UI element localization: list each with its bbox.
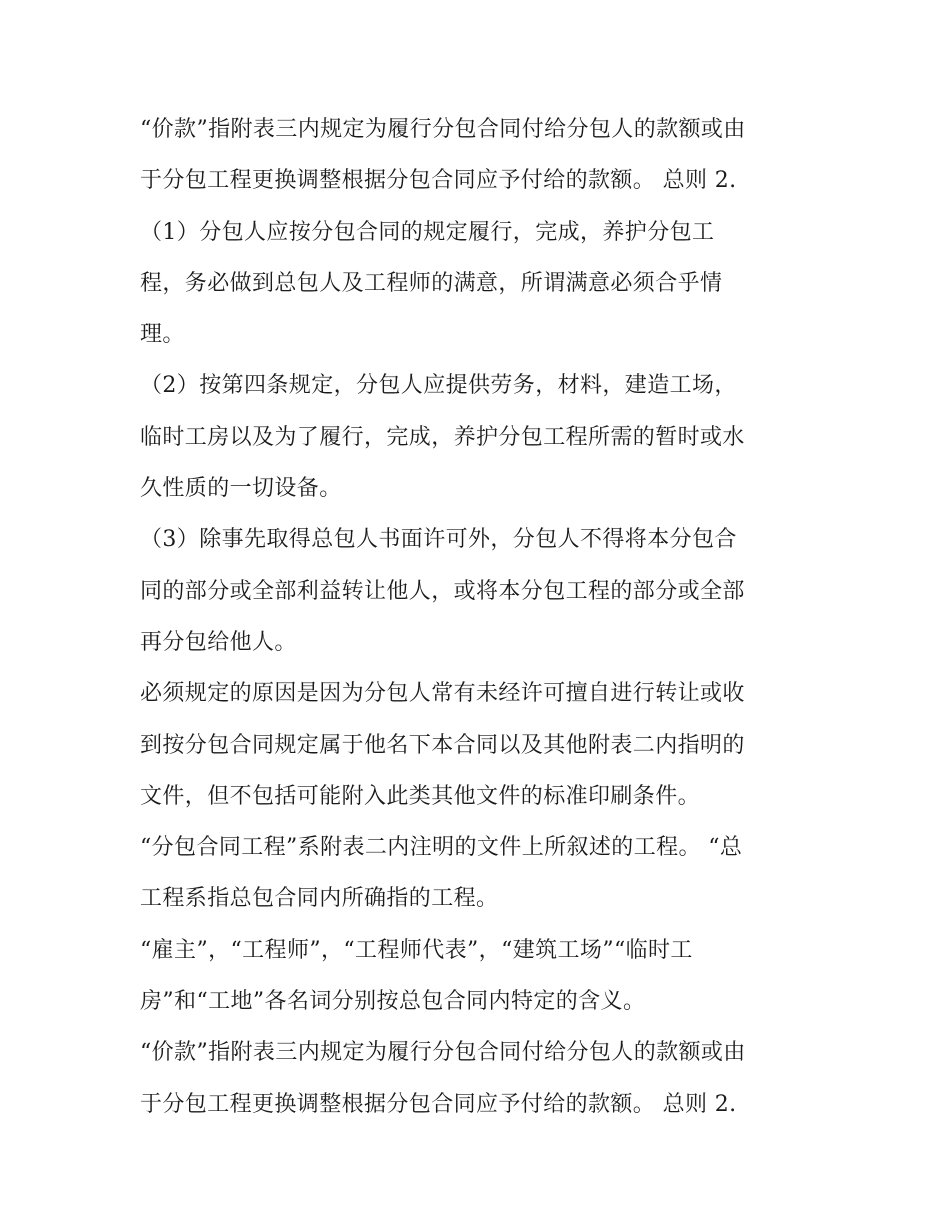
text-line: 于分包工程更换调整根据分包合同应予付给的款额。 总则 2. xyxy=(140,1091,737,1117)
text-line: 工程系指总包合同内所确指的工程。 xyxy=(140,886,499,912)
text-line: 于分包工程更换调整根据分包合同应予付给的款额。 总则 2. xyxy=(140,168,737,194)
text-line: 到按分包合同规定属于他名下本合同以及其他附表二内指明的 xyxy=(140,732,745,758)
body-text xyxy=(140,104,820,1130)
text-line: 久性质的一切设备。 xyxy=(140,476,342,502)
text-line: 必须规定的原因是因为分包人常有未经许可擅自进行转让或收 xyxy=(140,681,745,707)
text-line: 再分包给他人。 xyxy=(140,629,297,655)
text-line: “分包合同工程”系附表二内注明的文件上所叙述的工程。 “总 xyxy=(140,835,743,861)
text-line: 临时工房以及为了履行，完成，养护分包工程所需的暂时或水 xyxy=(140,424,745,450)
text-line: （3）除事先取得总包人书面许可外，分包人不得将本分包合 xyxy=(140,527,737,553)
text-line: 文件，但不包括可能附入此类其他文件的标准印刷条件。 xyxy=(140,783,701,809)
text-line: 房”和“工地”各名词分别按总包合同内特定的含义。 xyxy=(140,989,646,1015)
text-line: 理。 xyxy=(140,322,185,348)
text-line: “价款”指附表三内规定为履行分包合同付给分包人的款额或由 xyxy=(140,1040,746,1066)
text-line: （2）按第四条规定，分包人应提供劳务，材料，建造工场， xyxy=(140,373,737,399)
text-line: （1）分包人应按分包合同的规定履行，完成，养护分包工 xyxy=(140,219,715,245)
text-line: “雇主”，“工程师”，“工程师代表”，“建筑工场”“临时工 xyxy=(140,937,693,963)
text-line: 同的部分或全部利益转让他人，或将本分包工程的部分或全部 xyxy=(140,578,745,604)
text-line: “价款”指附表三内规定为履行分包合同付给分包人的款额或由 xyxy=(140,117,746,142)
text-line: 程，务必做到总包人及工程师的满意，所谓满意必须合乎情 xyxy=(140,270,723,296)
